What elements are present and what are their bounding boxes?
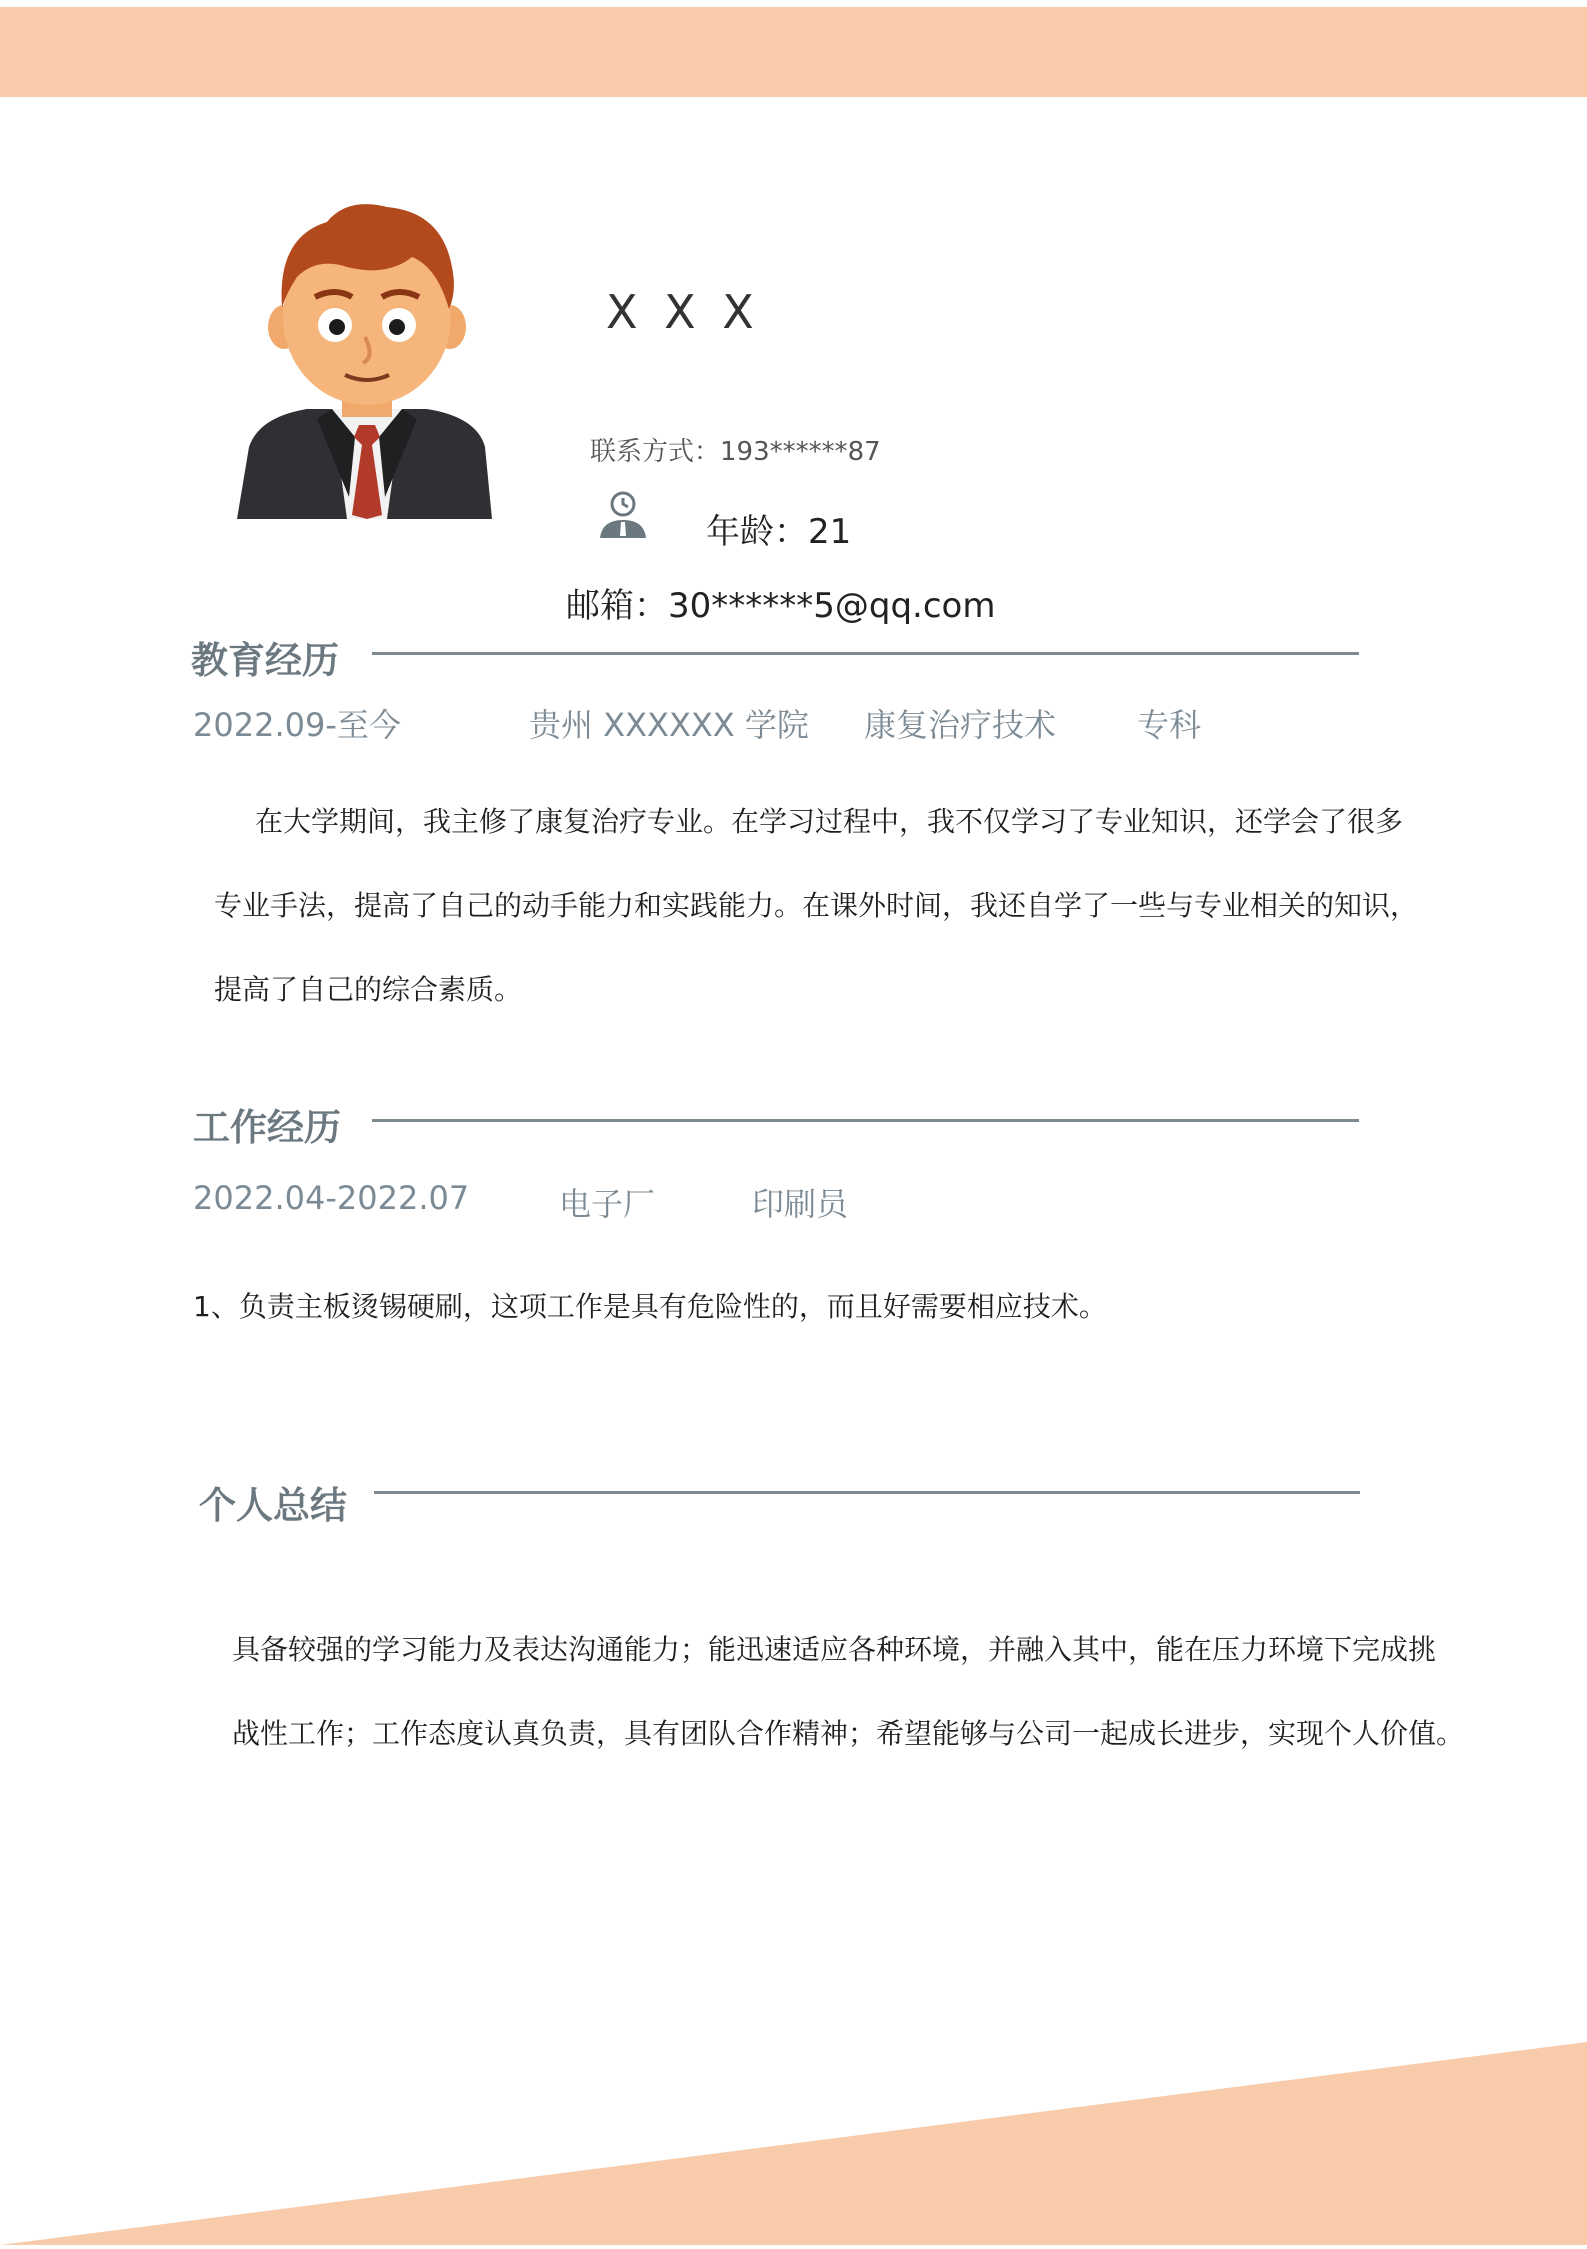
education-major: 康复治疗技术 [864, 706, 1057, 744]
education-desc-line: 专业手法，提高了自己的动手能力和实践能力。在课外时间，我还自学了一些与专业相关的知识， [214, 889, 1419, 922]
work-company: 电子厂 [559, 1185, 656, 1223]
candidate-name: X X X [606, 285, 760, 339]
summary-title: 个人总结 [199, 1484, 347, 1527]
summary-line: 具备较强的学习能力及表达沟通能力；能迅速适应各种环境，并融入其中，能在压力环境下完成挑 [232, 1633, 1437, 1666]
person-clock-icon [596, 490, 650, 540]
education-divider [372, 652, 1359, 655]
education-school: 贵州 XXXXXX 学院 [529, 706, 809, 744]
education-degree: 专科 [1137, 706, 1202, 744]
work-period: 2022.04-2022.07 [193, 1179, 470, 1217]
education-desc-line: 在大学期间，我主修了康复治疗专业。在学习过程中，我不仅学习了专业知识，还学会了很多 [255, 805, 1404, 838]
education-period: 2022.09-至今 [193, 706, 401, 744]
work-role: 印刷员 [752, 1185, 849, 1223]
summary-line: 战性工作；工作态度认真负责，具有团队合作精神；希望能够与公司一起成长进步，实现个人价值。 [232, 1717, 1465, 1750]
age-label: 年龄：21 [706, 512, 852, 552]
bottom-decor-band [0, 2020, 1587, 2245]
summary-divider [374, 1491, 1360, 1494]
work-divider [372, 1119, 1359, 1122]
work-duty: 1、负责主板烫锡硬刷，这项工作是具有危险性的，而且好需要相应技术。 [193, 1290, 1107, 1323]
top-decor-band [0, 7, 1587, 97]
education-desc-line: 提高了自己的综合素质。 [214, 973, 523, 1006]
education-title: 教育经历 [191, 639, 339, 682]
avatar-illustration [237, 197, 497, 519]
contact-phone: 联系方式：193******87 [590, 437, 881, 467]
work-title: 工作经历 [193, 1106, 341, 1149]
email-label: 邮箱：30******5@qq.com [566, 586, 996, 626]
